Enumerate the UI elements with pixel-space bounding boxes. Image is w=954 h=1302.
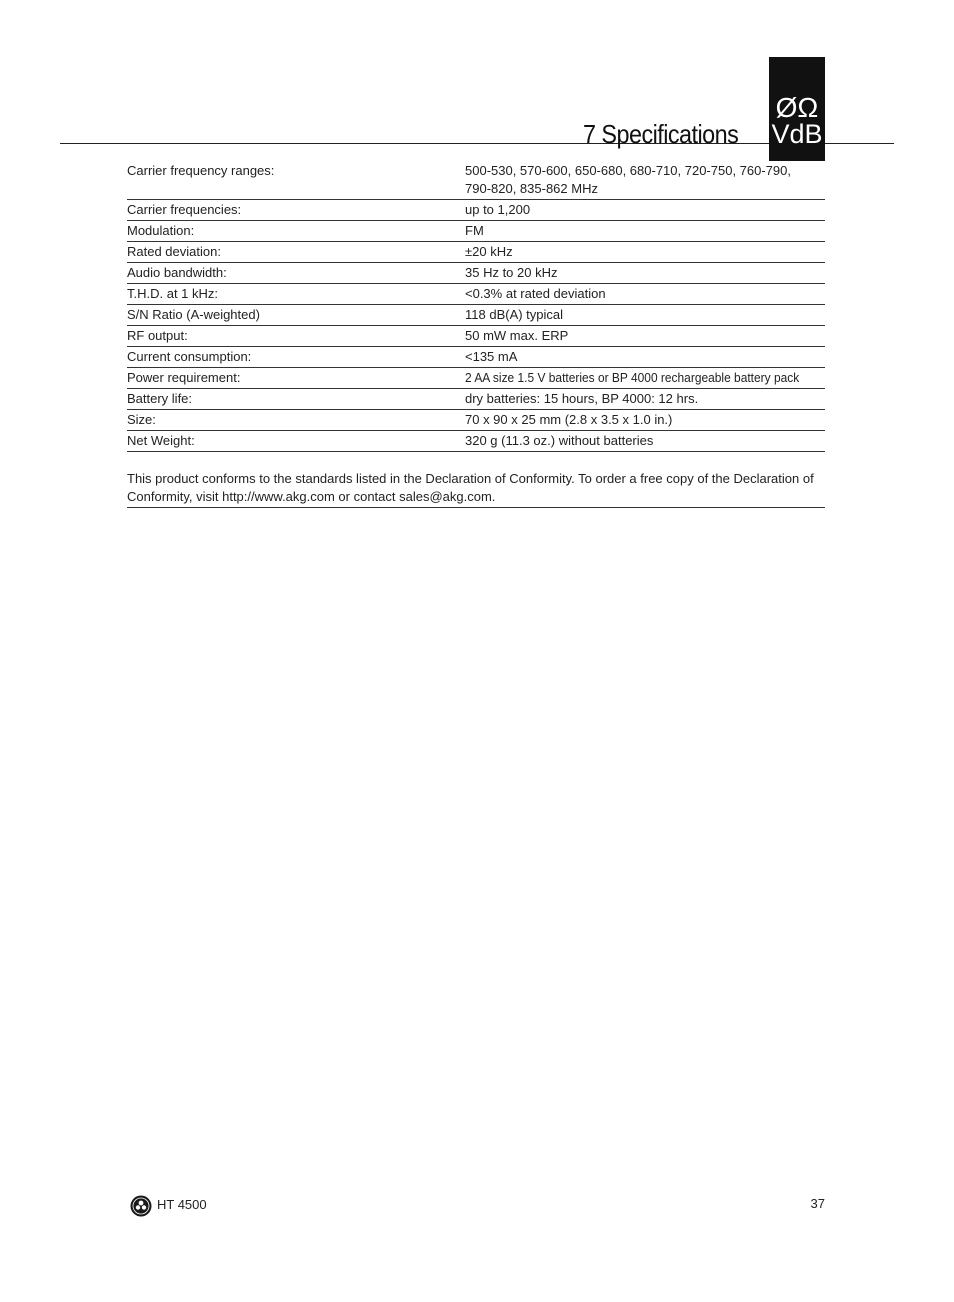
spec-label: Carrier frequencies: — [127, 202, 242, 217]
spec-value: 50 mW max. ERP — [465, 328, 569, 343]
spec-value: 118 dB(A) typical — [465, 307, 564, 322]
page-title: 7 Specifications — [583, 119, 739, 149]
spec-label: Modulation: — [127, 223, 195, 238]
spec-value — [465, 162, 825, 198]
spec-value: 35 Hz to 20 kHz — [465, 265, 558, 280]
spec-value — [465, 369, 828, 387]
spec-row-current-consumption — [127, 347, 825, 368]
spec-label: Rated deviation: — [127, 244, 221, 259]
footer-model-name: HT 4500 — [157, 1197, 207, 1212]
spec-value: up to 1,200 — [465, 202, 531, 217]
spec-row-power-requirement — [127, 368, 825, 389]
logo-top-text: ØΩ — [775, 92, 819, 123]
spec-value: dry batteries: 15 hours, BP 4000: 12 hrs. — [465, 391, 699, 406]
akg-logo-icon — [130, 1195, 152, 1217]
spec-value-line-2: 790-820, 835-862 MHz — [465, 181, 598, 196]
spec-value: 320 g (11.3 oz.) without batteries — [465, 433, 654, 448]
spec-row-carrier-frequency-ranges — [127, 161, 825, 200]
specifications-table — [127, 161, 825, 452]
page-number: 37 — [810, 1196, 825, 1211]
spec-label: Audio bandwidth: — [127, 265, 227, 280]
spec-label: Carrier frequency ranges: — [127, 163, 275, 178]
spec-label: Current consumption: — [127, 349, 252, 364]
spec-label: T.H.D. at 1 kHz: — [127, 286, 219, 301]
spec-value-text: 2 AA size 1.5 V batteries or BP 4000 rechargeable battery pack — [465, 370, 800, 385]
logo-bottom-text: VdB — [771, 119, 823, 149]
spec-label: Battery life: — [127, 391, 193, 406]
spec-value: <135 mA — [465, 349, 518, 364]
spec-value: <0.3% at rated deviation — [465, 286, 606, 301]
spec-value: 70 x 90 x 25 mm (2.8 x 3.5 x 1.0 in.) — [465, 412, 673, 427]
spec-row-net-weight — [127, 431, 825, 452]
spec-row-audio-bandwidth — [127, 263, 825, 284]
spec-label: Size: — [127, 412, 156, 427]
spec-value: FM — [465, 223, 484, 238]
spec-value: ±20 kHz — [465, 244, 513, 259]
spec-label: Power requirement: — [127, 370, 241, 385]
vdb-logo — [769, 57, 825, 161]
spec-label: Net Weight: — [127, 433, 195, 448]
spec-label: S/N Ratio (A-weighted) — [127, 307, 260, 322]
spec-row-modulation — [127, 221, 825, 242]
spec-row-carrier-frequencies — [127, 200, 825, 221]
spec-label: RF output: — [127, 328, 188, 343]
spec-row-size — [127, 410, 825, 431]
spec-row-rf-output — [127, 326, 825, 347]
spec-row-rated-deviation — [127, 242, 825, 263]
spec-value-line-1: 500-530, 570-600, 650-680, 680-710, 720-750, 760-790, — [465, 163, 791, 178]
spec-row-thd — [127, 284, 825, 305]
spec-row-sn-ratio — [127, 305, 825, 326]
conformity-note: This product conforms to the standards listed in the Declaration of Conformity. To order a free copy of the Declaration of Conformity, visit http://www.akg.com or contact sales@akg.com. — [127, 470, 825, 508]
spec-row-battery-life — [127, 389, 825, 410]
